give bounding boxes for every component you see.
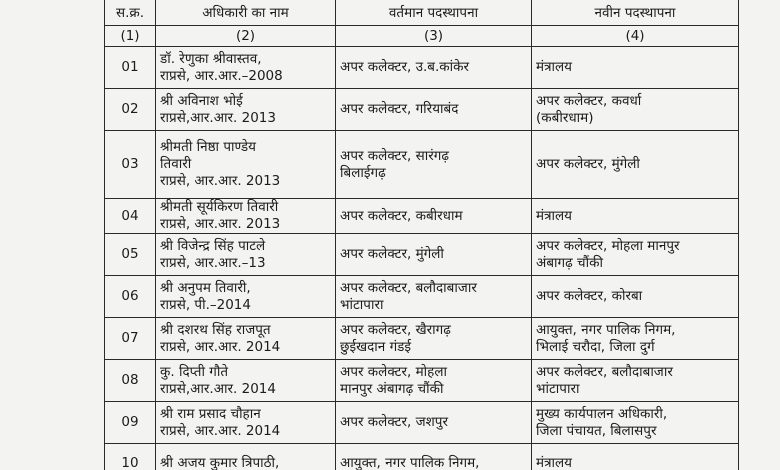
current-posting-line: अपर कलेक्टर, खैरागढ़ <box>340 321 451 338</box>
current-posting-line: आयुक्त, नगर पालिक निगम, <box>340 455 480 470</box>
new-posting <box>532 131 739 199</box>
officer-name: श्री राम प्रसाद चौहान <box>160 405 261 422</box>
officer-cell <box>156 276 336 318</box>
current-posting-line: अपर कलेक्टर, उ.ब.कांकेर <box>340 59 470 75</box>
officer-cell <box>156 131 336 199</box>
officer-cell <box>156 402 336 444</box>
officer-service-batch: राप्रसे, आर.आर. 2014 <box>160 338 281 355</box>
officer-cell <box>156 199 336 234</box>
serial-number: 06 <box>105 276 156 318</box>
table-row <box>105 318 739 360</box>
header-current-posting: वर्तमान पदस्थापना <box>336 0 532 26</box>
current-posting-line: भांटापारा <box>340 296 384 313</box>
serial-number: 02 <box>105 89 156 131</box>
current-posting-line: अपर कलेक्टर, जशपुर <box>340 414 448 430</box>
new-posting-line: अपर कलेक्टर, बलौदाबाजार <box>536 363 673 380</box>
officer-service-batch: राप्रसे, आर.आर.–13 <box>160 254 266 271</box>
current-posting <box>336 318 532 360</box>
posting-table <box>104 0 739 470</box>
officer-name: श्रीमती निष्ठा पाण्डेय <box>160 139 256 155</box>
current-posting-line: अपर कलेक्टर, गरियाबंद <box>340 101 459 117</box>
new-posting-line: अपर कलेक्टर, कोरबा <box>536 288 643 304</box>
officer-service-batch: राप्रसे,आर.आर. 2013 <box>160 109 276 126</box>
table-row <box>105 47 739 89</box>
current-posting <box>336 47 532 89</box>
officer-service-batch: राप्रसे,आर.आर. 2014 <box>160 380 276 397</box>
officer-service-batch: राप्रसे, आर.आर. 2013 <box>160 216 281 232</box>
new-posting-line: मुख्य कार्यपालन अधिकारी, <box>536 405 668 422</box>
serial-number: 09 <box>105 402 156 444</box>
new-posting-line: मंत्रालय <box>536 207 573 224</box>
officer-name-cont: तिवारी <box>160 156 192 172</box>
new-posting-line: अपर कलेक्टर, मुंगेली <box>536 156 640 172</box>
officer-name: डॉ. रेणुका श्रीवास्तव, <box>160 50 262 67</box>
officer-name: श्री अजय कुमार त्रिपाठी, <box>160 455 280 470</box>
table-row <box>105 360 739 402</box>
current-posting <box>336 276 532 318</box>
serial-number: 07 <box>105 318 156 360</box>
current-posting-line: अपर कलेक्टर, कबीरधाम <box>340 207 463 224</box>
column-number: (3) <box>336 26 532 47</box>
current-posting-line: अपर कलेक्टर, सारंगढ़ <box>340 147 449 164</box>
table-row <box>105 199 739 234</box>
new-posting <box>532 360 739 402</box>
column-number: (1) <box>105 26 156 47</box>
column-number-row <box>105 26 739 47</box>
new-posting-line: (कबीरधाम) <box>536 109 594 126</box>
serial-number: 10 <box>105 444 156 470</box>
officer-cell <box>156 89 336 131</box>
officer-service-batch: राप्रसे, आर.आर. 2014 <box>160 422 281 439</box>
column-number: (4) <box>532 26 739 47</box>
officer-cell <box>156 318 336 360</box>
table-row <box>105 234 739 276</box>
new-posting-line: आयुक्त, नगर पालिक निगम, <box>536 321 676 338</box>
officer-name: कु. दिप्ती गौते <box>160 363 229 380</box>
table-row <box>105 402 739 444</box>
new-posting <box>532 234 739 276</box>
officer-service-batch: राप्रसे, आर.आर. 2013 <box>160 173 281 189</box>
new-posting-line: भिलाई चरौदा, जिला दुर्ग <box>536 338 655 355</box>
header-serial: स.क्र. <box>105 0 156 26</box>
current-posting-line: अपर कलेक्टर, मुंगेली <box>340 246 444 262</box>
new-posting-line: भांटापारा <box>536 380 580 397</box>
new-posting-line: अंबागढ़ चौंकी <box>536 254 603 271</box>
table-row <box>105 276 739 318</box>
table-row <box>105 89 739 131</box>
header-officer-name: अधिकारी का नाम <box>156 0 336 26</box>
current-posting-line: बिलाईगढ़ <box>340 164 386 181</box>
table-row <box>105 444 739 470</box>
current-posting <box>336 234 532 276</box>
current-posting-line: मानपुर अंबागढ़ चौंकी <box>340 380 444 397</box>
serial-number: 08 <box>105 360 156 402</box>
new-posting <box>532 402 739 444</box>
serial-number: 05 <box>105 234 156 276</box>
new-posting <box>532 318 739 360</box>
officer-name: श्री अविनाश भोई <box>160 92 243 109</box>
current-posting-line: छुईखदान गंडई <box>340 338 412 355</box>
officer-cell <box>156 360 336 402</box>
serial-number: 03 <box>105 131 156 199</box>
current-posting <box>336 131 532 199</box>
new-posting-line: मंत्रालय <box>536 455 573 470</box>
new-posting-line: मंत्रालय <box>536 59 573 75</box>
officer-service-batch: राप्रसे, पी.–2014 <box>160 296 251 313</box>
current-posting-line: अपर कलेक्टर, बलौदाबाजार <box>340 279 477 296</box>
officer-name: श्री दशरथ सिंह राजपूत <box>160 321 271 338</box>
header-new-posting: नवीन पदस्थापना <box>532 0 739 26</box>
serial-number: 04 <box>105 199 156 234</box>
current-posting <box>336 199 532 234</box>
new-posting <box>532 444 739 470</box>
new-posting <box>532 276 739 318</box>
officer-cell <box>156 47 336 89</box>
officer-name: श्री विजेन्द्र सिंह पाटले <box>160 237 266 254</box>
new-posting <box>532 89 739 131</box>
officer-name: श्रीमती सूर्यकिरण तिवारी <box>160 199 279 215</box>
officer-cell <box>156 234 336 276</box>
current-posting <box>336 402 532 444</box>
current-posting-line: अपर कलेक्टर, मोहला <box>340 363 447 380</box>
new-posting-line: अपर कलेक्टर, कवर्धा <box>536 92 642 109</box>
current-posting <box>336 89 532 131</box>
new-posting-line: जिला पंचायत, बिलासपुर <box>536 422 657 439</box>
officer-cell <box>156 444 336 470</box>
serial-number: 01 <box>105 47 156 89</box>
current-posting <box>336 360 532 402</box>
new-posting <box>532 47 739 89</box>
current-posting <box>336 444 532 470</box>
new-posting <box>532 199 739 234</box>
officer-name: श्री अनुपम तिवारी, <box>160 279 251 296</box>
column-number: (2) <box>156 26 336 47</box>
officer-service-batch: राप्रसे, आर.आर.–2008 <box>160 67 283 84</box>
new-posting-line: अपर कलेक्टर, मोहला मानपुर <box>536 237 680 254</box>
header-row <box>105 0 739 26</box>
table-row <box>105 131 739 199</box>
